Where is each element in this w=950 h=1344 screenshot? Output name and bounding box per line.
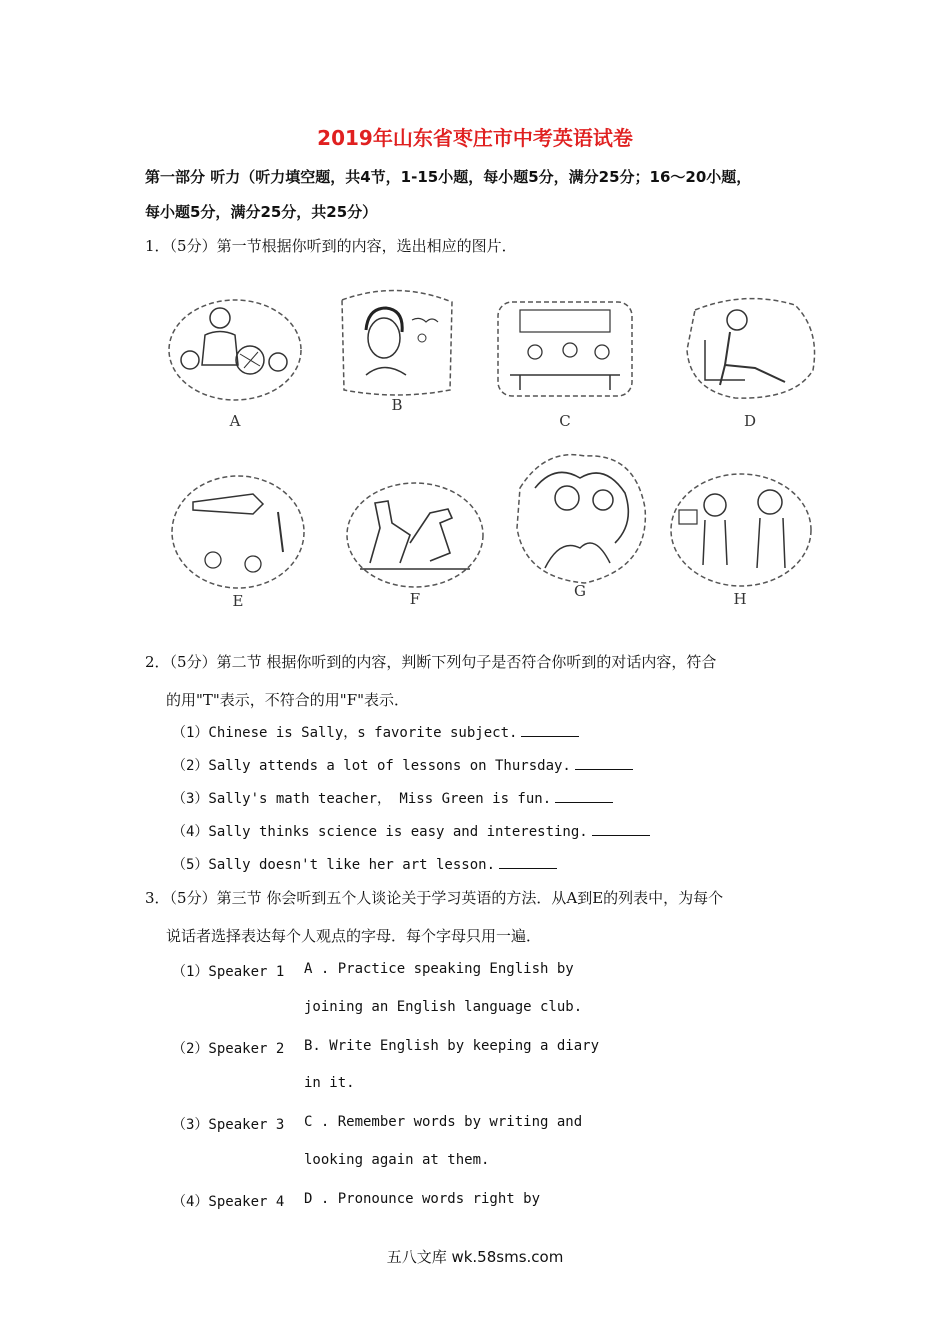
footer-watermark: 五八文库 wk.58sms.com <box>386 1248 564 1266</box>
section-heading-line2: 每小题5分，满分25分，共25分） <box>145 203 378 221</box>
answer-blank[interactable] <box>592 823 650 836</box>
question-3-line1: 3．（5分）第三节 你会听到五个人谈论关于学习英语的方法．从A到E的列表中，为每个 <box>145 889 724 907</box>
speaker-4-label: （4）Speaker 4 <box>172 1194 285 1210</box>
q2-item-text: （3）Sally's math teacher， Miss Green is fun. <box>172 791 552 807</box>
picture-label: C <box>559 412 571 430</box>
q2-item-2 <box>172 755 633 775</box>
question-1-text: 1．（5分）第一节根据你听到的内容，选出相应的图片． <box>145 237 517 255</box>
option-d-line1: D . Pronounce words right by <box>304 1191 541 1207</box>
speaker-3-label: （3）Speaker 3 <box>172 1117 285 1133</box>
picture-e <box>163 468 313 610</box>
picture-a <box>160 290 310 430</box>
option-a-line1: A . Practice speaking English by <box>304 961 574 977</box>
dinosaurs-icon <box>340 470 490 594</box>
page-title: 2019年山东省枣庄市中考英语试卷 <box>317 126 633 150</box>
boy-with-fruit-icon <box>160 290 310 408</box>
option-c-line2: looking again at them. <box>304 1152 490 1168</box>
picture-label: G <box>574 582 586 600</box>
answer-blank[interactable] <box>499 856 557 869</box>
picture-f <box>340 470 490 608</box>
speaker-2-label: （2）Speaker 2 <box>172 1041 285 1057</box>
picture-c <box>490 290 640 430</box>
question-2-line1: 2．（5分）第二节 根据你听到的内容，判断下列句子是否符合你听到的对话内容，符合 <box>145 653 717 671</box>
question-2-line2: 的用"T"表示，不符合的用"F"表示． <box>166 691 410 709</box>
q2-item-3 <box>172 788 613 808</box>
picture-label: E <box>232 592 244 610</box>
q2-item-text: （2）Sally attends a lot of lessons on Thursday. <box>172 758 571 774</box>
two-boys-talking-icon <box>665 466 815 592</box>
q2-item-text: （5）Sally doesn't like her art lesson. <box>172 857 496 873</box>
q2-item-4 <box>172 821 650 841</box>
two-girls-icon <box>505 442 655 594</box>
picture-d <box>675 290 825 430</box>
answer-blank[interactable] <box>575 757 633 770</box>
picture-label: B <box>391 396 403 414</box>
answer-blank[interactable] <box>555 790 613 803</box>
q2-item-text: （1）Chinese is Sally，s favorite subject. <box>172 725 518 741</box>
option-b-line2: in it. <box>304 1075 355 1091</box>
speaker-1-label: （1）Speaker 1 <box>172 964 285 980</box>
picture-g <box>505 442 655 600</box>
picture-label: A <box>229 412 241 430</box>
option-b-line1: B. Write English by keeping a diary <box>304 1038 600 1054</box>
option-a-line2: joining an English language club. <box>304 999 583 1015</box>
picture-h <box>665 466 815 608</box>
picture-label: D <box>743 412 757 430</box>
section-heading-line1: 第一部分 听力（听力填空题，共4节，1-15小题，每小题5分，满分25分；16～20小题， <box>145 168 752 186</box>
answer-blank[interactable] <box>521 724 579 737</box>
picture-label: H <box>733 590 747 608</box>
picture-b <box>322 270 472 414</box>
question-3-line2: 说话者选择表达每个人观点的字母．每个字母只用一遍． <box>166 927 542 945</box>
person-sitting-icon <box>675 290 825 408</box>
picture-label: F <box>409 590 421 608</box>
rocket-and-kids-icon <box>163 468 313 594</box>
classroom-icon <box>490 290 640 408</box>
q2-item-1 <box>172 722 579 742</box>
q2-item-5 <box>172 854 557 874</box>
q2-item-text: （4）Sally thinks science is easy and interesting. <box>172 824 588 840</box>
option-c-line1: C . Remember words by writing and <box>304 1114 583 1130</box>
girl-singing-icon <box>322 270 472 408</box>
